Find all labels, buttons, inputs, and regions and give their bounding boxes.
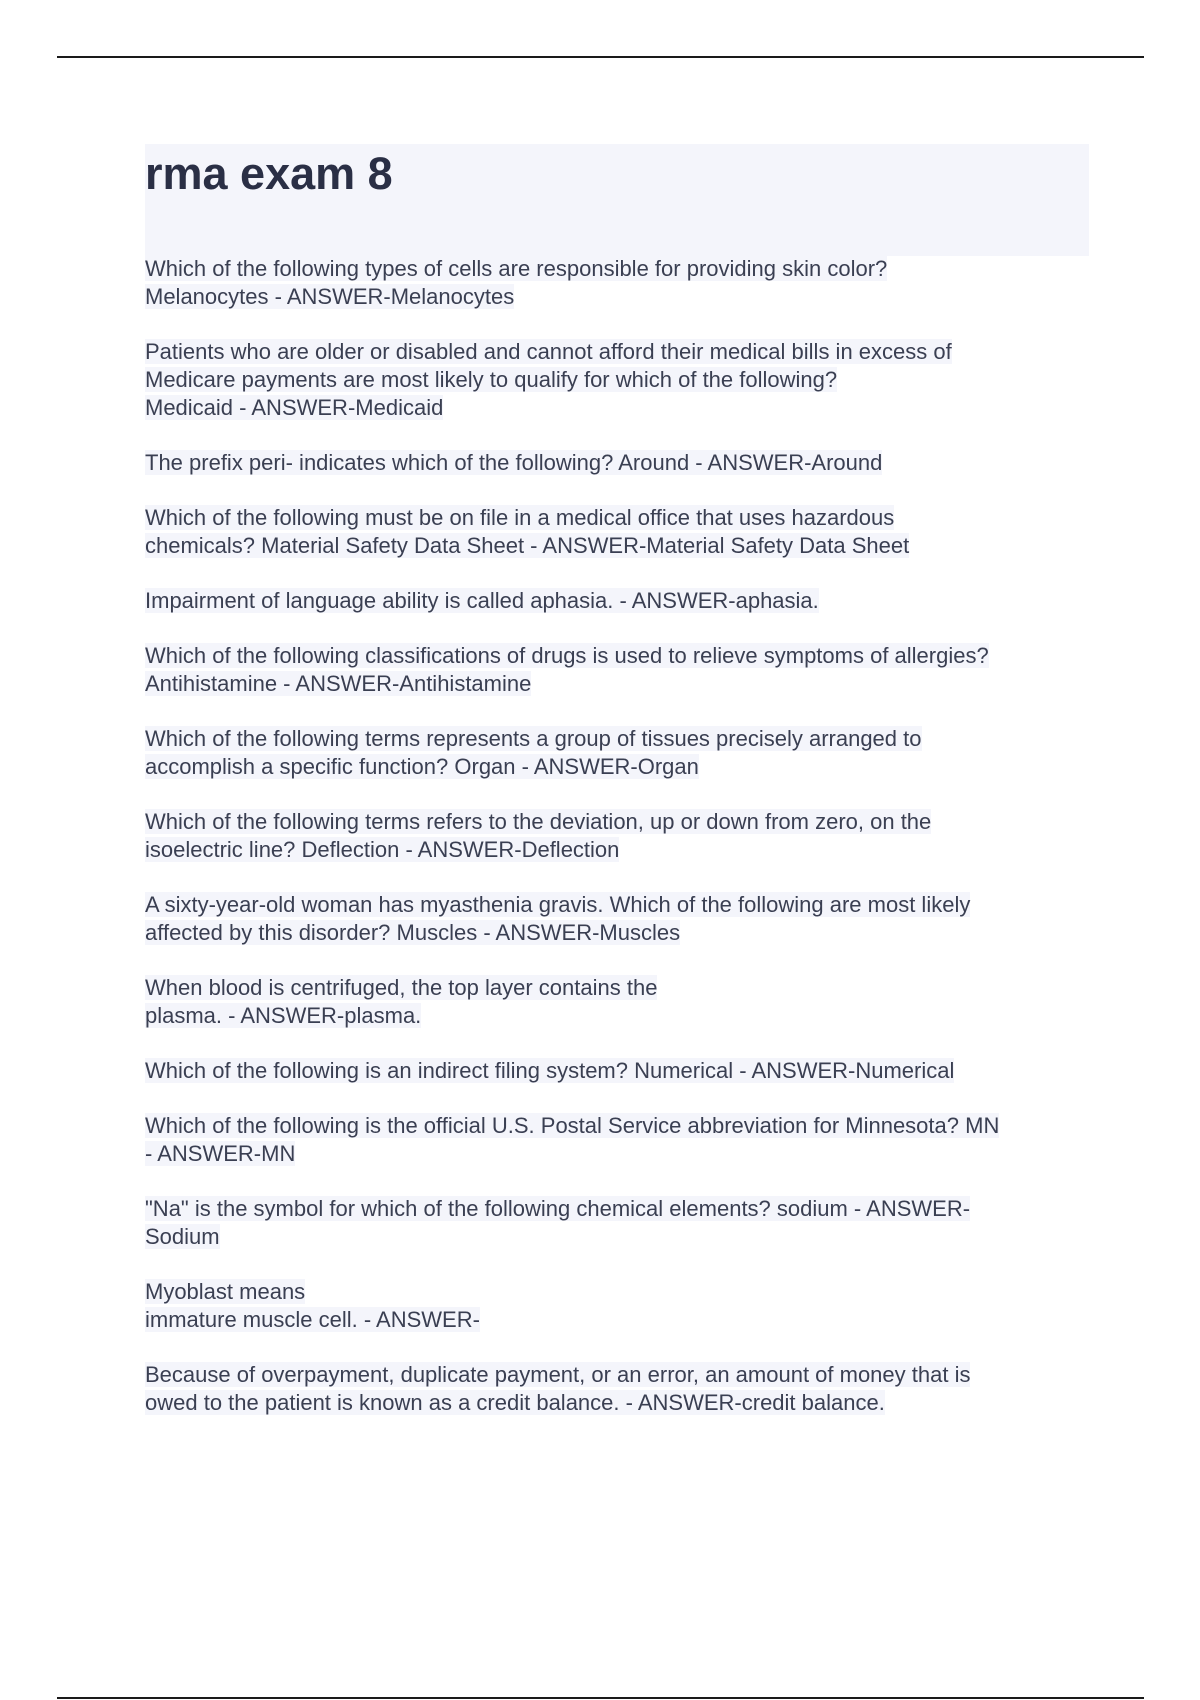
- question-item: [145, 504, 1089, 560]
- question-text-line: [145, 532, 1089, 560]
- question-text-line: [145, 1057, 1089, 1085]
- question-text: "Na" is the symbol for which of the following chemical elements? sodium - ANSWER-: [145, 1196, 971, 1221]
- question-text-line: [145, 1389, 1089, 1417]
- question-text-line: [145, 504, 1089, 532]
- question-text: A sixty-year-old woman has myasthenia gravis. Which of the following are most likely: [145, 892, 971, 917]
- question-text: immature muscle cell. - ANSWER-: [145, 1307, 480, 1332]
- question-item: [145, 1057, 1089, 1085]
- question-item: [145, 1112, 1089, 1168]
- question-item: [145, 449, 1089, 477]
- question-item: [145, 1195, 1089, 1251]
- question-text-line: [145, 670, 1089, 698]
- question-text-line: [145, 974, 1089, 1002]
- question-text: Which of the following terms represents a group of tissues precisely arranged to: [145, 726, 922, 751]
- question-text: Sodium: [145, 1224, 220, 1249]
- question-text-line: [145, 587, 1089, 615]
- question-text-line: [145, 1306, 1089, 1334]
- question-text: Which of the following classifications of drugs is used to relieve symptoms of allergies?: [145, 643, 989, 668]
- question-text: Myoblast means: [145, 1279, 306, 1304]
- question-text-line: [145, 808, 1089, 836]
- question-text-line: [145, 338, 1089, 366]
- question-text-line: [145, 836, 1089, 864]
- question-text: Which of the following is an indirect filing system? Numerical - ANSWER-Numerical: [145, 1058, 955, 1083]
- question-text-line: [145, 753, 1089, 781]
- question-text-line: [145, 1195, 1089, 1223]
- question-text-line: [145, 449, 1089, 477]
- question-item: [145, 642, 1089, 698]
- question-text-line: [145, 919, 1089, 947]
- question-text: isoelectric line? Deflection - ANSWER-Deflection: [145, 837, 620, 862]
- question-text: Because of overpayment, duplicate payment, or an error, an amount of money that is: [145, 1362, 971, 1387]
- question-text-line: [145, 1112, 1089, 1140]
- question-text: accomplish a specific function? Organ - ANSWER-Organ: [145, 754, 699, 779]
- question-text-line: [145, 394, 1089, 422]
- page-title: rma exam 8: [145, 148, 393, 199]
- question-text-line: [145, 1002, 1089, 1030]
- question-text-line: [145, 1278, 1089, 1306]
- question-text: Antihistamine - ANSWER-Antihistamine: [145, 671, 532, 696]
- question-list: [145, 255, 1089, 1444]
- question-item: [145, 808, 1089, 864]
- question-text: Patients who are older or disabled and cannot afford their medical bills in excess of: [145, 339, 952, 364]
- question-text: chemicals? Material Safety Data Sheet - ANSWER-Material Safety Data Sheet: [145, 533, 910, 558]
- question-item: [145, 587, 1089, 615]
- question-text-line: [145, 1223, 1089, 1251]
- question-text-line: [145, 1140, 1089, 1168]
- question-text-line: [145, 642, 1089, 670]
- question-text: plasma. - ANSWER-plasma.: [145, 1003, 422, 1028]
- question-item: [145, 1361, 1089, 1417]
- question-text: - ANSWER-MN: [145, 1141, 296, 1166]
- question-text-line: [145, 255, 1089, 283]
- question-text: When blood is centrifuged, the top layer contains the: [145, 975, 658, 1000]
- top-rule: [57, 56, 1144, 58]
- question-item: [145, 974, 1089, 1030]
- question-text: owed to the patient is known as a credit balance. - ANSWER-credit balance.: [145, 1390, 885, 1415]
- question-item: [145, 891, 1089, 947]
- question-text: affected by this disorder? Muscles - ANSWER-Muscles: [145, 920, 681, 945]
- question-text: Melanocytes - ANSWER-Melanocytes: [145, 284, 515, 309]
- question-text: Impairment of language ability is called aphasia. - ANSWER-aphasia.: [145, 588, 819, 613]
- question-text: Which of the following terms refers to the deviation, up or down from zero, on the: [145, 809, 932, 834]
- question-item: [145, 338, 1089, 422]
- question-text-line: [145, 366, 1089, 394]
- question-item: [145, 725, 1089, 781]
- question-text-line: [145, 725, 1089, 753]
- question-text: Which of the following must be on file in a medical office that uses hazardous: [145, 505, 895, 530]
- question-text-line: [145, 283, 1089, 311]
- bottom-rule: [57, 1697, 1144, 1699]
- question-text: Medicare payments are most likely to qualify for which of the following?: [145, 367, 838, 392]
- question-text: Medicaid - ANSWER-Medicaid: [145, 395, 444, 420]
- question-item: [145, 255, 1089, 311]
- question-text: Which of the following is the official U.S. Postal Service abbreviation for Minnesota? MN: [145, 1113, 1000, 1138]
- question-text-line: [145, 891, 1089, 919]
- question-text-line: [145, 1361, 1089, 1389]
- question-text: The prefix peri- indicates which of the following? Around - ANSWER-Around: [145, 450, 883, 475]
- question-item: [145, 1278, 1089, 1334]
- question-text: Which of the following types of cells are responsible for providing skin color?: [145, 256, 888, 281]
